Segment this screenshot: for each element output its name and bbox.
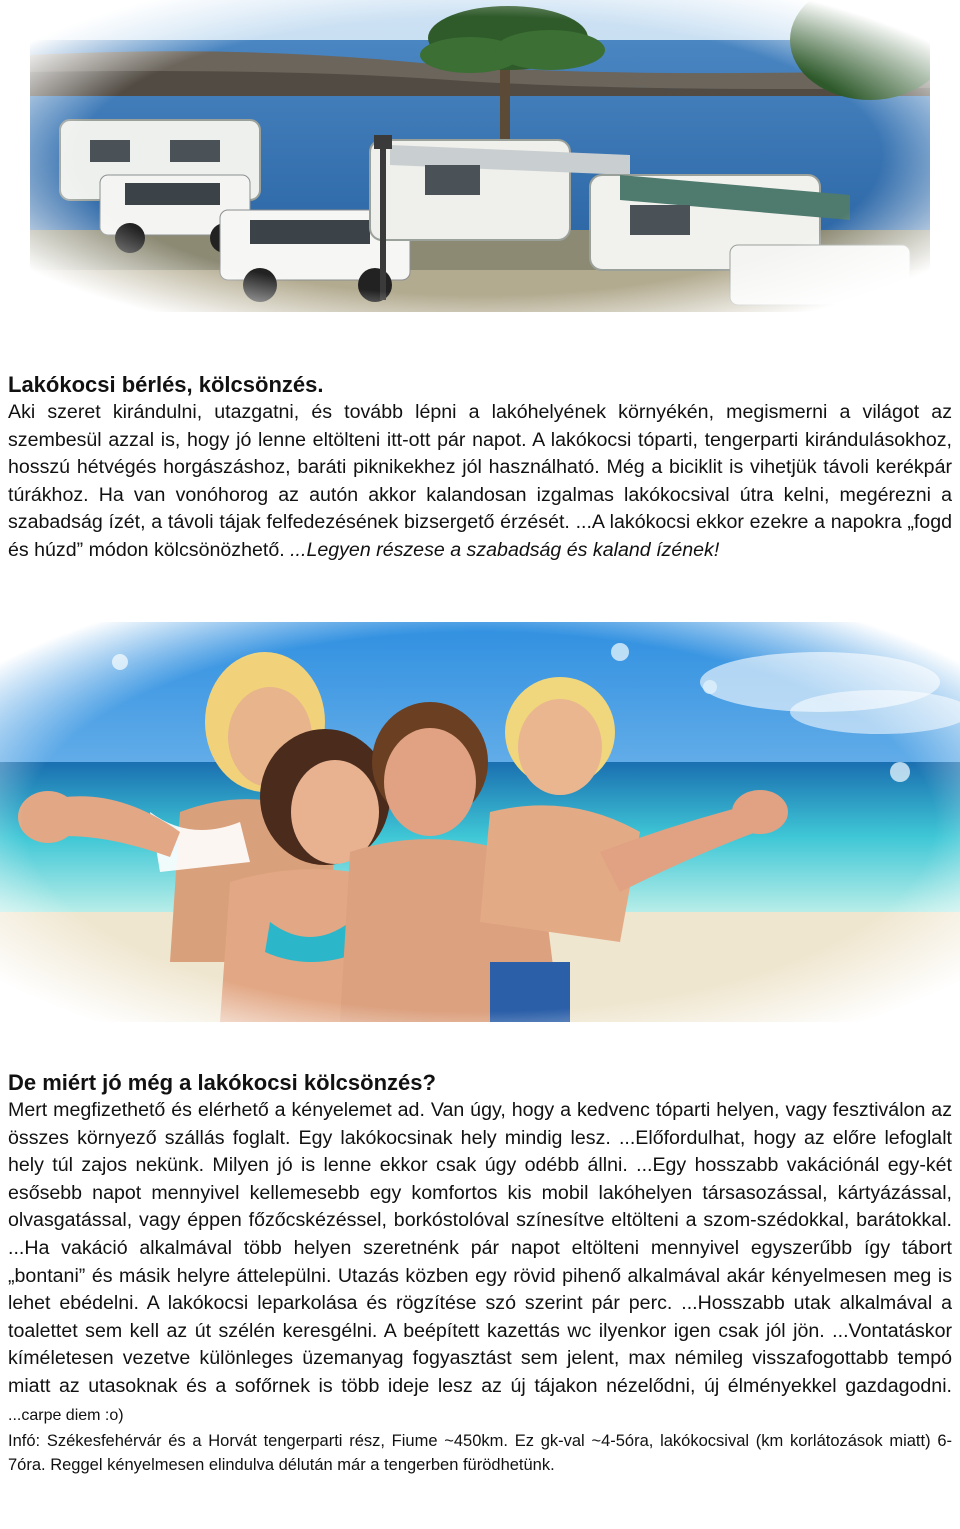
why-rent-closing: ...carpe diem :o) xyxy=(8,1406,124,1424)
rental-title: Lakókocsi bérlés, kölcsönzés. xyxy=(8,372,324,397)
why-rent-section xyxy=(8,1069,952,1477)
family-beach-photo xyxy=(0,622,960,1022)
why-rent-body: Mert megfizethető és elérhető a kényelemet ad. Van úgy, hogy a kedvenc tóparti helyen, vagy fesztiválon az összes környező szállás foglalt. Egy lakókocsinak hely mindig lesz. ...Előfordulhat, hogy az előre lefoglalt hely túl zajos nekünk. Milyen jó is lenne ekkor csak úgy odébb állni. ...Egy hosszabb vakációnál egy-két esősebb napot mennyivel kellemesebb egy komfortos kis mobil lakóhelyen társasozással, kártyázással, olvasgatással, vagy éppen főzőcskézéssel, borkóstolóval színesítve eltölteni a szom-szédokkal, barátokkal. ...Ha vakáció alkalmával több helyen szeretnénk pár napot eltölteni mennyivel egyszerűbb így tábort „bontani” és másik helyre áttelepülni. Utazás közben egy rövid pihenő alkalmával akár kényelmesen meg is lehet ebédelni. A lakókocsi leparkolása és rögzítése szó szerint pár perc. ...Hosszabb utak alkalmával a toalettet sem kell az út szélén keresgélni. A beépített kazettás wc ilyenkor igen csak jól jön. ...Vontatáskor kíméletesen vezetve különleges üzemanyag fogyasztást sem jelent, max némileg visszafogottabb tempó miatt az utasoknak és a sofőrnek is több ideje lesz az új tájakon nézelődni, új élményekkel gazdagodni. xyxy=(8,1099,952,1397)
rental-intro-text xyxy=(8,399,952,565)
rental-intro-section xyxy=(8,371,952,565)
why-rent-text xyxy=(8,1097,952,1429)
travel-info: Infó: Székesfehérvár és a Horvát tengerparti rész, Fiume ~450km. Ez gk-val ~4-5óra, lakókocsival (km korlátozások miatt) 6-7óra. Reggel kényelmesen elindulva délután már a tengerben fürödhetünk. xyxy=(8,1432,952,1475)
caravan-campsite-photo xyxy=(30,0,930,312)
why-rent-title: De miért jó még a lakókocsi kölcsönzés? xyxy=(8,1070,436,1095)
rental-intro-emphasis: ...Legyen részese a szabadság és kaland ízének! xyxy=(290,538,720,561)
rental-intro-body: Aki szeret kirándulni, utazgatni, és tovább lépni a lakóhelyének környékén, megismerni a világot az szembesül azzal is, hogy jó lenne eltölteni itt-ott pár napot. A lakókocsi tóparti, tengerparti kirándulásokhoz, hosszú hétvégés horgászáshoz, baráti piknikekhez jól használható. Még a biciklit is vihetjük távoli kerékpár túrákhoz. Ha van vonóhorog az autón akkor kalandosan izgalmas lakókocsival útra kelni, megérezni a szabadság ízét, a távoli tájak felfedezésének bizsergető érzését. ...A lakókocsi ekkor ezekre a napokra „fogd és húzd” módon kölcsönözhető. xyxy=(8,401,952,561)
